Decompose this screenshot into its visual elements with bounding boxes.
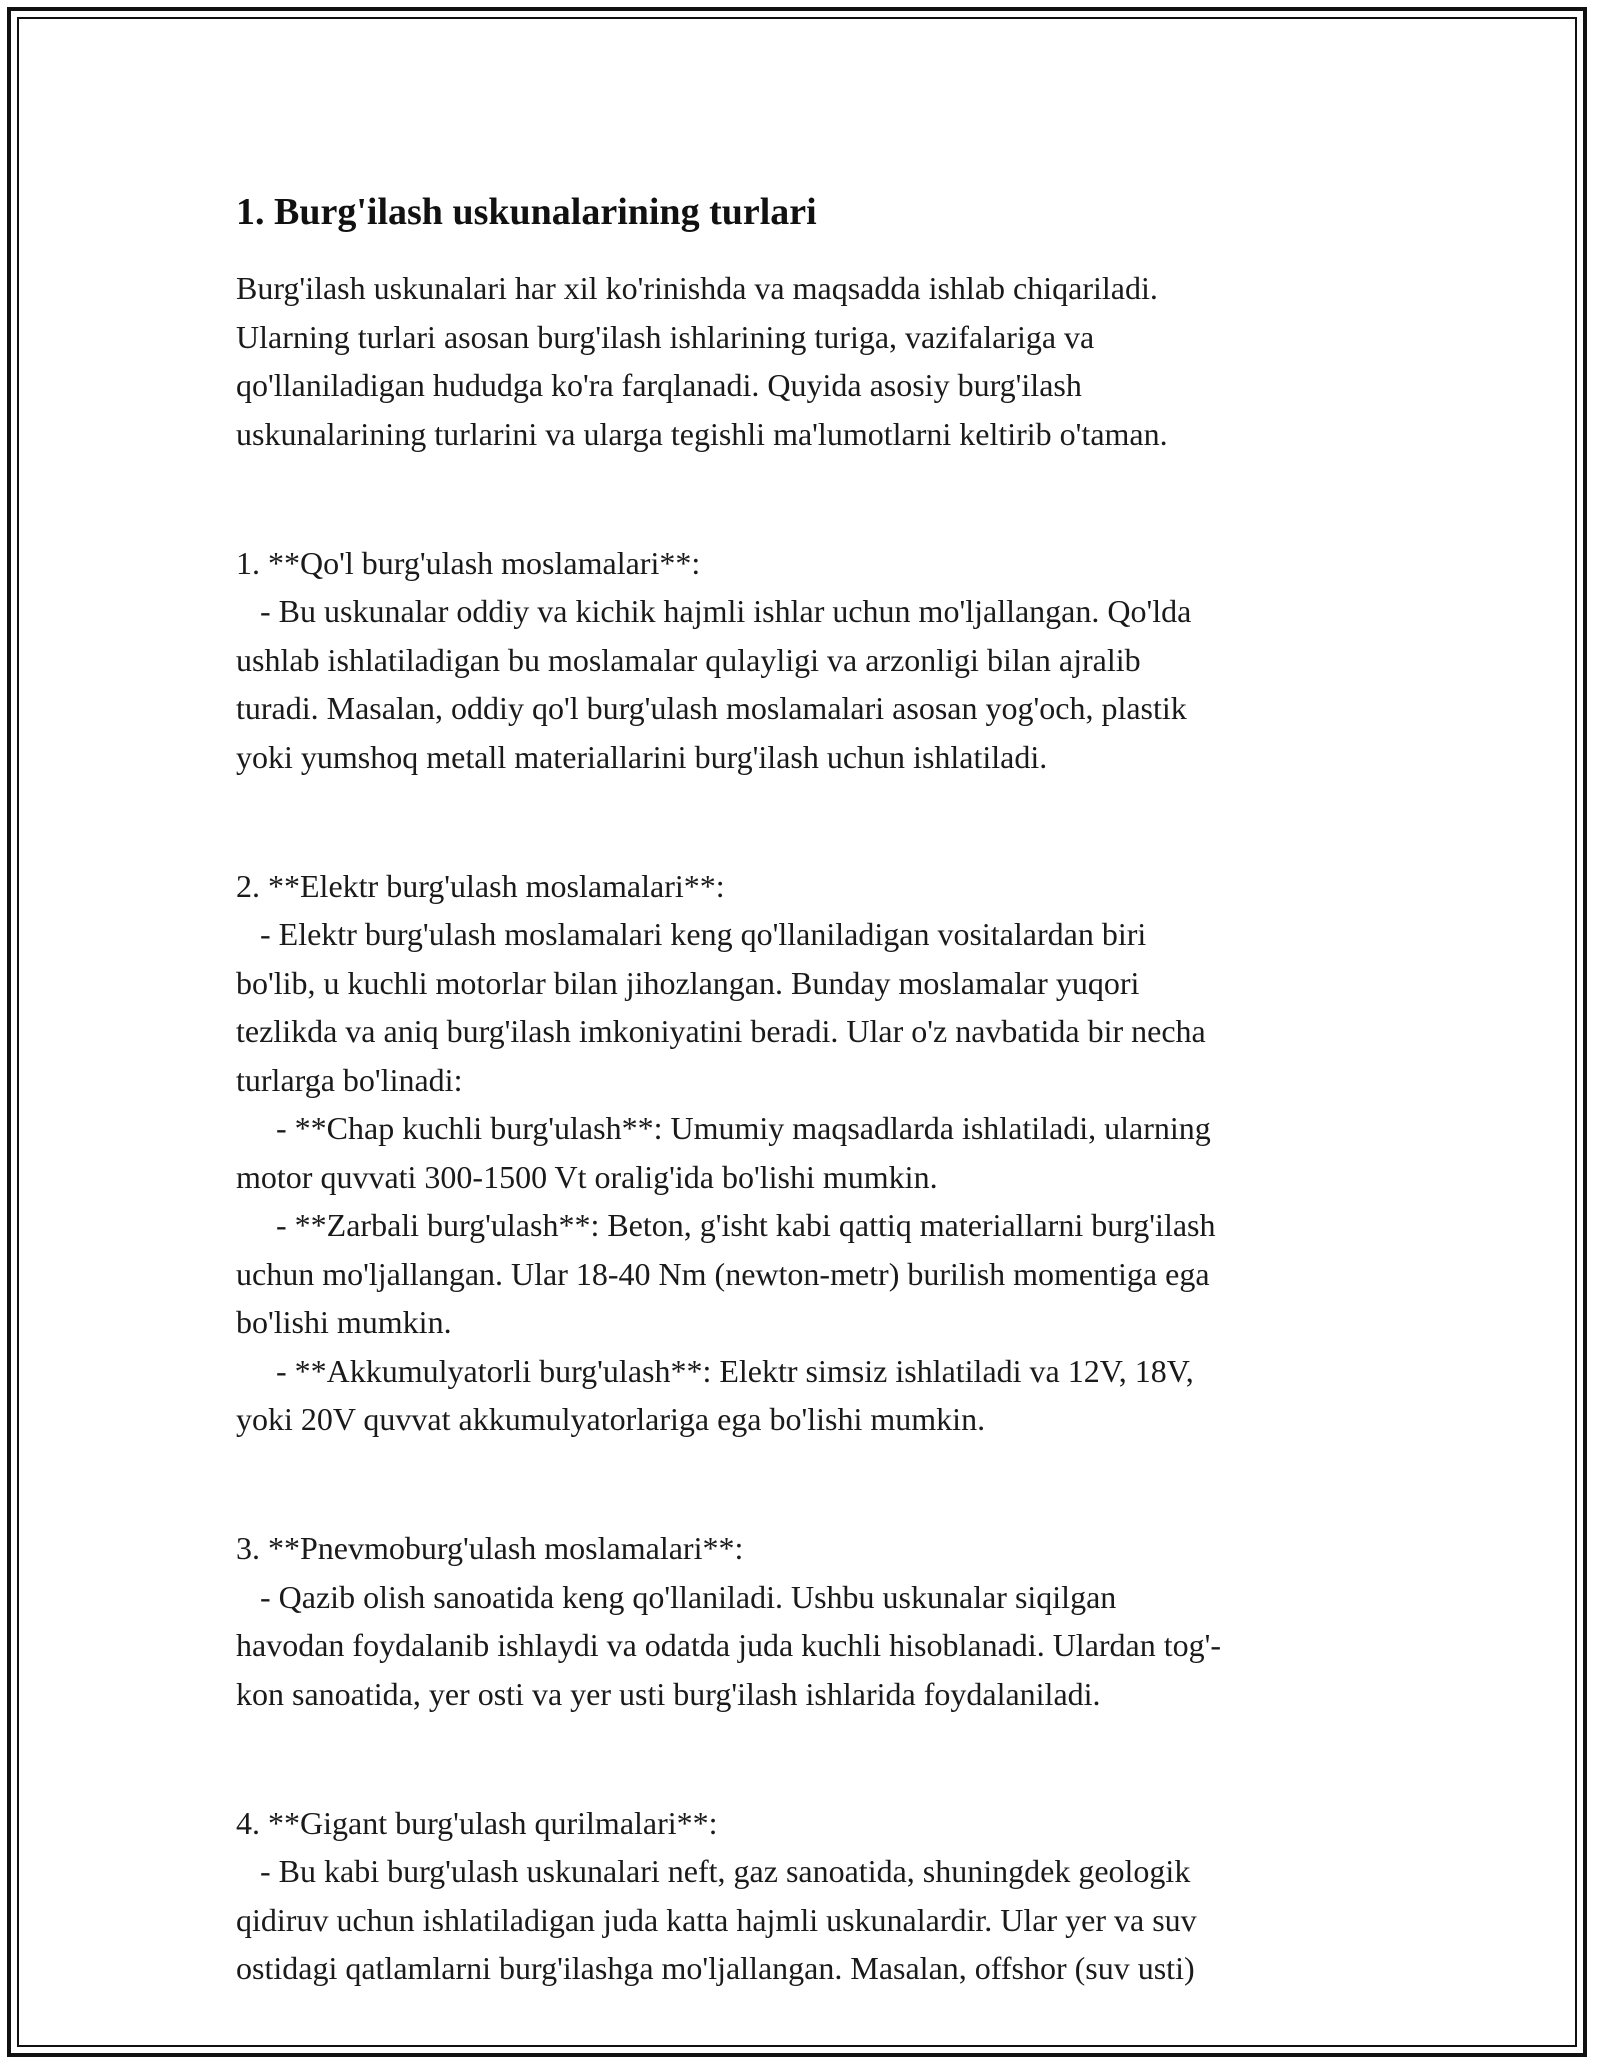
text-line: uskunalarining turlarini va ularga tegishli ma'lumotlarni keltirib o'taman. <box>236 415 1168 452</box>
text-line: turadi. Masalan, oddiy qo'l burg'ulash moslamalari asosan yog'och, plastik <box>236 690 1187 726</box>
text-line: ostidagi qatlamlarni burg'ilashga mo'ljallangan. Masalan, offshor (suv usti) <box>236 1950 1195 1986</box>
text-line: bo'lib, u kuchli motorlar bilan jihozlangan. Bunday moslamalar yuqori <box>236 964 1140 1001</box>
text-line: - **Zarbali burg'ulash**: Beton, g'isht kabi qattiq materiallarni burg'ilash <box>236 1207 1216 1243</box>
text-line: 4. **Gigant burg'ulash qurilmalari**: <box>236 1804 718 1841</box>
text-line: - Bu uskunalar oddiy va kichik hajmli ishlar uchun mo'ljallangan. Qo'lda <box>236 593 1192 629</box>
text-line: - Elektr burg'ulash moslamalari keng qo'llaniladigan vositalardan biri <box>236 916 1147 952</box>
blank-line <box>236 1734 1366 1783</box>
text-line: yoki yumshoq metall materiallarini burg'ilash uchun ishlatiladi. <box>236 738 1048 775</box>
text-line: - Qazib olish sanoatida keng qo'llaniladi. Ushbu uskunalar siqilgan <box>236 1578 1117 1615</box>
text-line: kon sanoatida, yer osti va yer usti burg'ilash ishlarida foydalaniladi. <box>236 1675 1101 1712</box>
text-line: motor quvvati 300-1500 Vt oralig'ida bo'lishi mumkin. <box>236 1158 938 1195</box>
text-line: 2. **Elektr burg'ulash moslamalari**: <box>236 867 725 904</box>
text-line: tezlikda va aniq burg'ilash imkoniyatini beradi. Ular o'z navbatida bir necha <box>236 1013 1206 1049</box>
text-line: uchun mo'ljallangan. Ular 18-40 Nm (newton-metr) burilish momentiga ega <box>236 1255 1210 1292</box>
text-line: 1. **Qo'l burg'ulash moslamalari**: <box>236 544 701 581</box>
text-line: turlarga bo'linadi: <box>236 1061 463 1098</box>
section-heading: 1. Burg'ilash uskunalarining turlari <box>236 191 817 233</box>
text-line: yoki 20V quvvat akkumulyatorlariga ega bo'lishi mumkin. <box>236 1401 986 1437</box>
text-line: - **Akkumulyatorli burg'ulash**: Elektr simsiz ishlatiladi va 12V, 18V, <box>236 1352 1194 1389</box>
text-line: - Bu kabi burg'ulash uskunalari neft, gaz sanoatida, shuningdek geologik <box>236 1853 1191 1889</box>
text-line: qo'llaniladigan hududga ko'ra farqlanadi. Quyida asosiy burg'ilash <box>236 367 1082 403</box>
blank-line <box>236 474 1366 523</box>
text-line: Burg'ilash uskunalari har xil ko'rinishda va maqsadda ishlab chiqariladi. <box>236 270 1158 306</box>
document-body <box>236 188 1366 1993</box>
text-line: ushlab ishlatiladigan bu moslamalar qulayligi va arzonligi bilan ajralib <box>236 641 1141 678</box>
blank-line <box>236 1460 1366 1509</box>
blank-line <box>236 797 1366 846</box>
text-line: havodan foydalanib ishlaydi va odatda juda kuchli hisoblanadi. Ulardan tog'- <box>236 1627 1222 1663</box>
text-line: 3. **Pnevmoburg'ulash moslamalari**: <box>236 1530 744 1566</box>
text-line: qidiruv uchun ishlatiladigan juda katta hajmli uskunalardir. Ular yer va suv <box>236 1901 1197 1938</box>
text-line: - **Chap kuchli burg'ulash**: Umumiy maqsadlarda ishlatiladi, ularning <box>236 1110 1211 1146</box>
text-line: Ularning turlari asosan burg'ilash ishlarining turiga, vazifalariga va <box>236 318 1095 355</box>
text-line: bo'lishi mumkin. <box>236 1304 452 1340</box>
body-text <box>236 264 1366 1993</box>
